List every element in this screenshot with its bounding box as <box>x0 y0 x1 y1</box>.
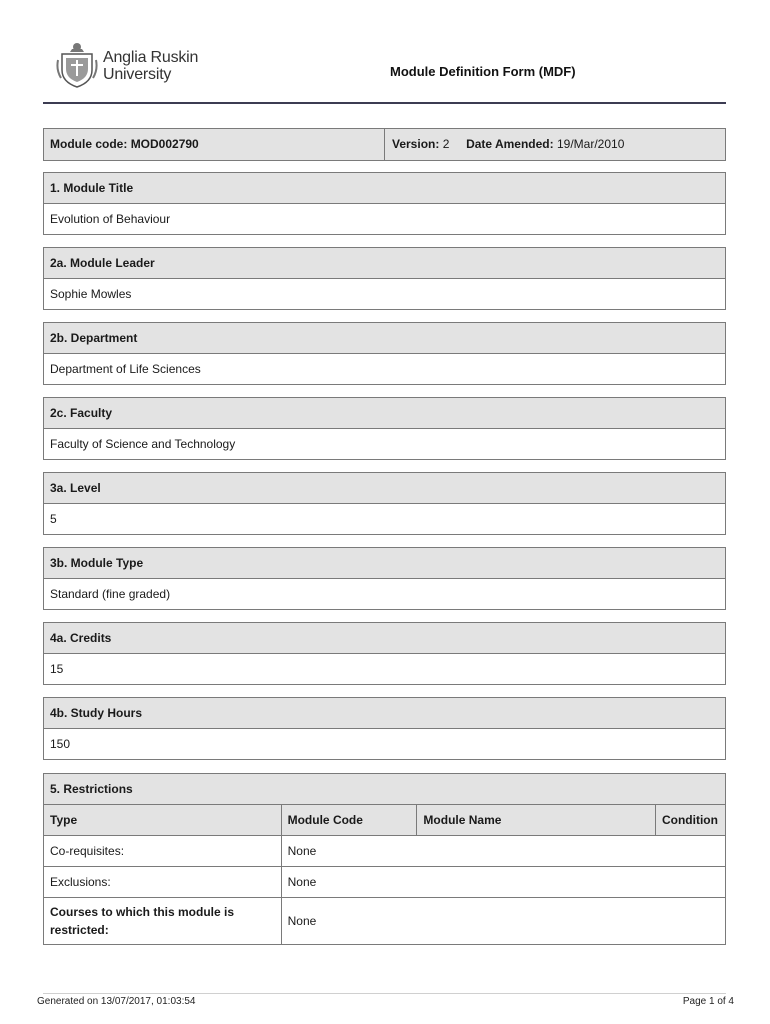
restriction-value: None <box>281 898 725 945</box>
restriction-type: Co-requisites: <box>44 836 282 867</box>
restriction-type: Courses to which this module is restricted: <box>44 898 282 945</box>
generated-timestamp: Generated on 13/07/2017, 01:03:54 <box>37 996 196 1007</box>
module-code-value: MOD002790 <box>130 137 199 151</box>
logo-line-2: University <box>103 66 172 83</box>
page-number: Page 1 of 4 <box>682 996 734 1007</box>
table-row <box>44 836 726 867</box>
section-module-type <box>43 547 726 610</box>
section-value: Evolution of Behaviour <box>50 212 171 226</box>
restriction-value: None <box>281 867 725 898</box>
university-logo <box>56 40 226 90</box>
section-heading: 3b. Module Type <box>44 548 725 579</box>
restriction-value: None <box>281 836 725 867</box>
section-credits <box>43 622 726 685</box>
section-value: Faculty of Science and Technology <box>50 437 236 451</box>
date-amended-value: 19/Mar/2010 <box>556 137 625 151</box>
restrictions-heading-row <box>44 774 726 805</box>
restrictions-table <box>43 773 726 945</box>
section-heading: 2a. Module Leader <box>44 248 725 279</box>
section-heading: 3a. Level <box>44 473 725 504</box>
section-value: Standard (fine graded) <box>50 587 171 601</box>
section-heading: 2b. Department <box>44 323 725 354</box>
column-header-type: Type <box>44 805 282 836</box>
section-value: Department of Life Sciences <box>50 362 201 376</box>
restrictions-heading: 5. Restrictions <box>44 774 726 805</box>
section-level <box>43 472 726 535</box>
section-value: 15 <box>50 662 64 676</box>
section-study-hours <box>43 697 726 760</box>
document-title: Module Definition Form (MDF) <box>390 64 576 79</box>
restrictions-column-headers <box>44 805 726 836</box>
section-faculty <box>43 397 726 460</box>
module-summary-row <box>43 128 726 161</box>
crest-icon <box>56 40 98 88</box>
column-header-module-code: Module Code <box>281 805 417 836</box>
section-value: 5 <box>50 512 57 526</box>
version-value: 2 <box>442 137 450 151</box>
restriction-type: Exclusions: <box>44 867 282 898</box>
module-code-label: Module code: <box>50 137 128 151</box>
version-cell <box>386 129 725 160</box>
header-divider <box>43 102 726 104</box>
section-module-leader <box>43 247 726 310</box>
footer-divider <box>43 993 726 994</box>
section-value: 150 <box>50 737 71 751</box>
column-header-condition: Condition <box>655 805 725 836</box>
section-department <box>43 322 726 385</box>
table-row <box>44 898 726 945</box>
table-row <box>44 867 726 898</box>
version-label: Version: <box>392 137 440 151</box>
section-module-title <box>43 172 726 235</box>
section-heading: 4a. Credits <box>44 623 725 654</box>
module-code-cell <box>44 129 385 160</box>
logo-line-1: Anglia Ruskin <box>103 49 199 66</box>
section-heading: 2c. Faculty <box>44 398 725 429</box>
section-heading: 1. Module Title <box>44 173 725 204</box>
section-value: Sophie Mowles <box>50 287 132 301</box>
date-amended-label: Date Amended: <box>466 137 554 151</box>
column-header-module-name: Module Name <box>417 805 656 836</box>
section-heading: 4b. Study Hours <box>44 698 725 729</box>
